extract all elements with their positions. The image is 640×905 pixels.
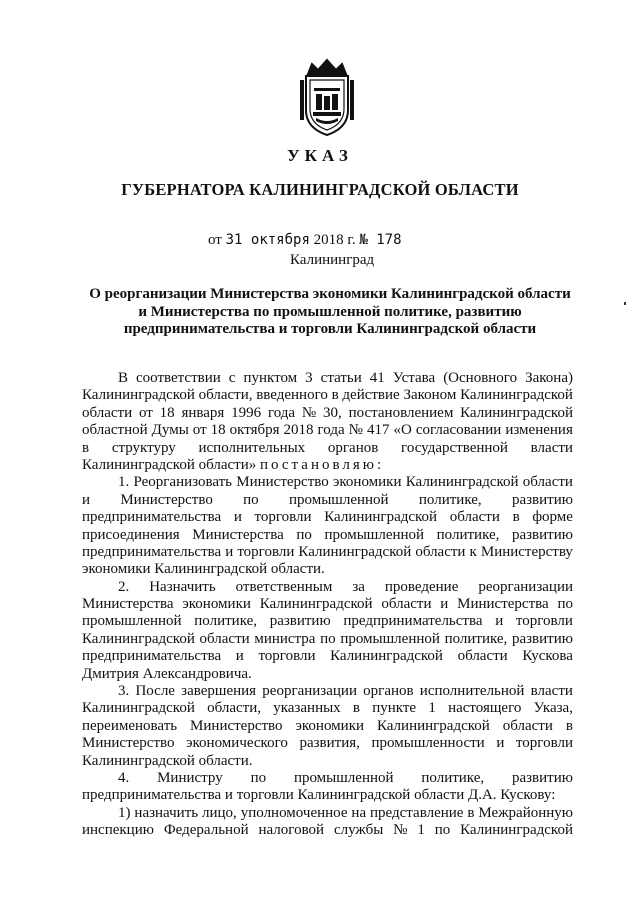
subject-line: предпринимательства и торговли Калининградской области [123, 321, 537, 337]
body-word: 18 [210, 422, 226, 439]
body-word: 1 [417, 822, 425, 839]
body-word: Калининградской [324, 509, 438, 526]
body-line [82, 648, 573, 665]
subject-line: О реорганизации Министерства экономики Калининградской области [89, 286, 571, 302]
body-text: Калининградской области» [82, 456, 257, 473]
body-word: предпринимательства [82, 509, 222, 526]
body-word: реорганизации [478, 578, 573, 595]
decree-subject [80, 286, 580, 339]
body-word: по [250, 769, 267, 786]
body-word: предпринимательства [343, 613, 483, 630]
body-word: и [495, 613, 504, 630]
body-word: Калининградской [330, 648, 443, 665]
body-word: области [522, 474, 573, 491]
body-word: Назначить [149, 578, 216, 595]
body-word: области [457, 648, 508, 665]
body-word: пункте [372, 700, 417, 717]
body-line [82, 457, 573, 474]
body-word: службы [333, 822, 384, 839]
body-word: ответственным [235, 578, 333, 595]
body-word: промышленной [324, 526, 425, 543]
body-word: областной [82, 422, 148, 439]
body-word: Министерства [457, 596, 549, 613]
body-word: Министерство [82, 735, 175, 752]
body-word: указанных [273, 700, 341, 717]
body-word: Законом [403, 387, 457, 404]
body-word: Министерство [120, 491, 213, 508]
body-word: политике, [418, 491, 482, 508]
body-word: Калининградской [405, 474, 519, 491]
body-word: к [469, 543, 477, 560]
body-word: согласовании [415, 422, 502, 439]
body-word: 18 [159, 404, 175, 421]
body-word: и [233, 509, 242, 526]
body-word: области [199, 630, 250, 647]
body-word: развитию [511, 769, 573, 786]
body-word: в [331, 387, 339, 404]
body-word: торговли [237, 543, 295, 560]
body-word: (Основного [443, 370, 518, 386]
body-line [82, 683, 573, 700]
body-line: Калининградской области. [82, 752, 253, 769]
body-word: Калининградской [460, 387, 573, 404]
body-line [82, 822, 573, 839]
body-word: Министерству [480, 543, 573, 560]
body-word: на [351, 804, 367, 821]
body-word: области, [198, 387, 253, 404]
body-line: экономики Калининградской области. [82, 561, 325, 578]
body-word: Калининградской [259, 596, 373, 613]
body-word: № [301, 404, 317, 421]
body-word: области [415, 543, 466, 560]
body-word: января [181, 404, 225, 421]
body-word: В [118, 370, 129, 386]
body-word: инспекцию [82, 822, 154, 839]
body-word: Устава [392, 370, 436, 386]
body-word: соответствии [136, 370, 221, 386]
body-word: № [348, 422, 363, 439]
body-word: 3 [305, 370, 313, 386]
body-word: Федеральной [163, 822, 249, 839]
body-word: политике, [421, 769, 485, 786]
body-word: проведение [384, 578, 459, 595]
body-word: министра [254, 630, 316, 647]
decree-body [82, 370, 573, 840]
body-word: с [228, 370, 236, 386]
body-word: и [82, 491, 91, 508]
body-word: развитию [511, 630, 573, 647]
body-word: реорганизации [262, 683, 357, 700]
body-line [82, 613, 573, 630]
issuer-title: ГУБЕРНАТОРА КАЛИНИНГРАДСКОЙ ОБЛАСТИ [121, 180, 519, 199]
body-word: Реорганизовать [133, 474, 233, 491]
body-line [82, 770, 573, 787]
body-word: в [565, 717, 573, 734]
body-word: 2. [118, 578, 130, 595]
body-word: от [192, 422, 207, 439]
body-line [82, 440, 573, 457]
body-word: исполнительных [198, 439, 306, 456]
body-word: завершения [181, 683, 257, 700]
body-word: «О [393, 422, 412, 439]
body-word: 4. [118, 769, 130, 786]
body-word: области [502, 717, 553, 734]
body-word: области [449, 509, 500, 526]
date-year: 2018 г. [313, 232, 356, 248]
body-line [82, 735, 573, 752]
body-word: Закона) [525, 370, 573, 386]
body-word: по [434, 822, 451, 839]
body-word: в [82, 439, 90, 456]
body-word: лицо, [202, 804, 237, 821]
body-word: торговли [515, 613, 573, 630]
coat-of-arms-emblem [296, 58, 358, 138]
body-word: действие [342, 387, 400, 404]
body-word: по [320, 630, 336, 647]
body-word: 417 [366, 422, 390, 439]
body-line [82, 805, 573, 822]
body-word: области [381, 596, 432, 613]
body-word: и [496, 735, 505, 752]
body-word: Калининградской [82, 700, 195, 717]
body-word: экономического [186, 735, 288, 752]
body-word: статьи [320, 370, 362, 386]
city-name: Калининград [290, 252, 375, 268]
body-word: Кускова [522, 648, 573, 665]
body-word: развитию [269, 613, 331, 630]
body-word: Министерства [192, 526, 284, 543]
body-word: 41 [369, 370, 385, 386]
date-line [208, 232, 402, 249]
body-word: Калининградской [460, 822, 573, 839]
body-word: Калининградской [82, 630, 195, 647]
body-line [82, 579, 573, 596]
body-word: по [243, 491, 259, 508]
body-word: Калининградской [298, 543, 412, 560]
body-word: Министерство [236, 474, 329, 491]
body-word: политике, [444, 630, 508, 647]
body-line: предпринимательства и торговли Калининградской области Д.А. Кускову: [82, 787, 556, 804]
body-word: года [267, 404, 296, 421]
body-word: в [467, 804, 475, 821]
subject-line: и Министерства по промышленной политике, развитию [138, 303, 522, 320]
body-word: Калининградской [460, 404, 573, 421]
decree-number: № 178 [359, 232, 402, 248]
body-word: органов [327, 439, 379, 456]
body-line [82, 492, 573, 509]
margin-mark [624, 302, 626, 305]
body-word: промышленной [82, 613, 182, 630]
body-line [82, 718, 573, 735]
body-word: Межрайонную [478, 804, 573, 821]
body-word: исполнительной [419, 683, 525, 700]
body-word: присоединения [82, 526, 180, 543]
body-word: Думы [151, 422, 189, 439]
body-word: 1996 [231, 404, 262, 421]
body-word: пунктом [243, 370, 298, 386]
body-word: экономики [295, 717, 365, 734]
body-word: 1) [118, 804, 131, 821]
body-word: постановлением [348, 404, 454, 421]
body-word: 3. [118, 683, 130, 700]
body-word: назначить [134, 804, 199, 821]
body-word: налоговой [258, 822, 325, 839]
body-word: по [557, 596, 573, 613]
body-word: введенного [256, 387, 328, 404]
body-word: года [317, 422, 345, 439]
body-word: политике, [436, 526, 500, 543]
body-word: изменения [505, 422, 573, 439]
body-word: 30, [323, 404, 342, 421]
body-word: Министру [157, 769, 223, 786]
body-line [82, 700, 573, 717]
decree-title: УКАЗ [287, 146, 353, 165]
body-word: После [135, 683, 175, 700]
date-prefix: от [208, 232, 222, 248]
body-word: в [352, 700, 360, 717]
body-word: по [296, 526, 312, 543]
body-line [82, 527, 573, 544]
body-line [82, 631, 573, 648]
body-line [82, 405, 573, 422]
body-line [82, 422, 573, 439]
body-line [82, 544, 573, 561]
body-word: и [225, 543, 234, 560]
body-word: политике, [194, 613, 258, 630]
body-word: промышленной [340, 630, 440, 647]
body-word: Министерства [82, 596, 174, 613]
body-word: области, [207, 700, 261, 717]
body-word: переименовать [82, 717, 178, 734]
body-word: 2018 [283, 422, 314, 439]
body-word: от [138, 404, 153, 421]
resolution-word: постановляю: [260, 456, 385, 473]
body-word: торговли [254, 509, 312, 526]
body-line [82, 370, 573, 387]
body-word: органов [363, 683, 414, 700]
body-word: торговли [258, 648, 316, 665]
body-word: Калининградской [376, 717, 490, 734]
body-word: Министерство [190, 717, 283, 734]
body-word: развития, [299, 735, 360, 752]
body-word: за [352, 578, 365, 595]
body-word: октября [229, 422, 280, 439]
date-handwritten: 31 октября [225, 232, 310, 248]
body-word: государственной [401, 439, 508, 456]
body-word: развитию [511, 526, 573, 543]
body-word: структуру [111, 439, 176, 456]
body-line [82, 474, 573, 491]
body-word: в [512, 509, 520, 526]
body-word: предпринимательства [82, 648, 222, 665]
body-word: власти [530, 683, 573, 700]
body-word: предпринимательства [82, 543, 222, 560]
body-word: экономики [182, 596, 251, 613]
body-word: № [393, 822, 408, 839]
body-word: и [235, 648, 244, 665]
body-word: Калининградской [82, 387, 195, 404]
body-line [82, 596, 573, 613]
body-word: промышленной [293, 769, 394, 786]
body-line [82, 509, 573, 526]
body-word: Указа, [533, 700, 573, 717]
body-word: промышленной [288, 491, 389, 508]
body-word: настоящего [448, 700, 522, 717]
body-word: развитию [511, 491, 573, 508]
body-line: Дмитрия Александровича. [82, 665, 252, 682]
body-line [82, 387, 573, 404]
body-word: власти [530, 439, 573, 456]
body-word: 1 [428, 700, 436, 717]
body-word: торговли [515, 735, 573, 752]
body-word: области [82, 404, 133, 421]
body-word: форме [532, 509, 573, 526]
body-word: 1. [118, 474, 130, 491]
body-word: и [440, 596, 449, 613]
body-word: уполномоченное [240, 804, 348, 821]
body-word: представление [370, 804, 464, 821]
body-word: экономики [332, 474, 402, 491]
body-word: промышленности [371, 735, 485, 752]
